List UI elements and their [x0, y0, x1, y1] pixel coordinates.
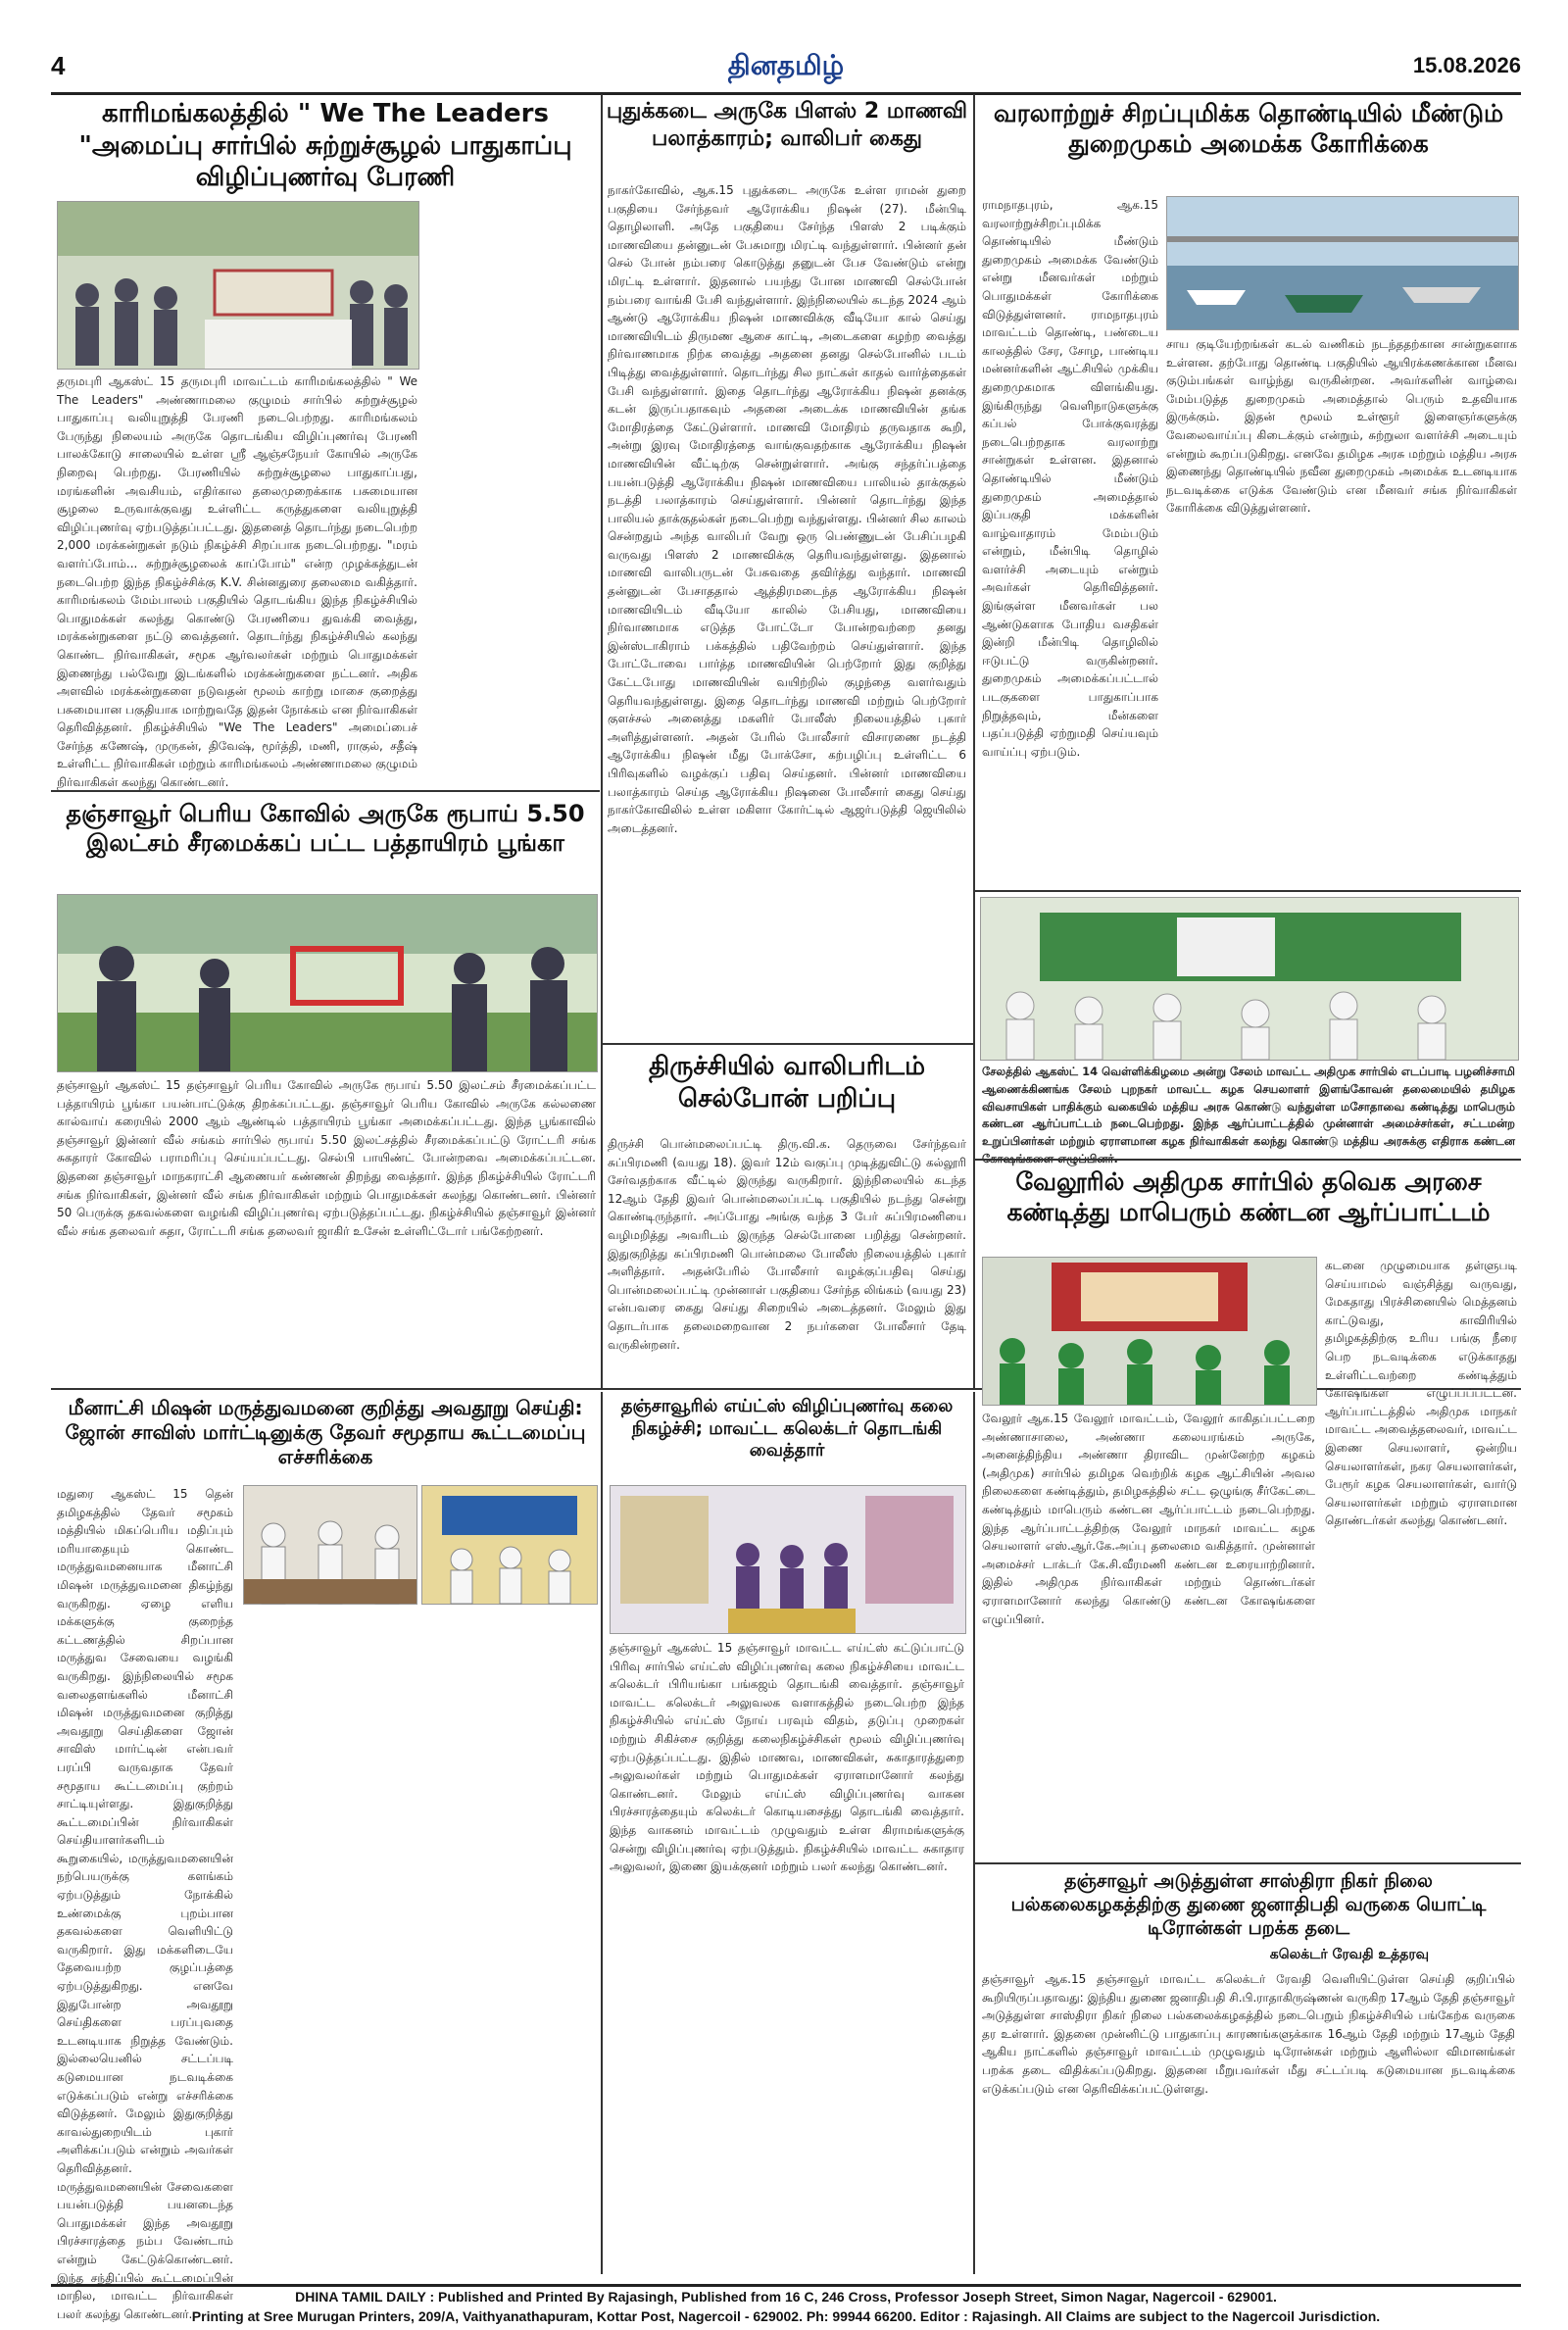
- article-byline-drone-ban: கலெக்டர் ரேவதி உத்தரவு: [1269, 1947, 1429, 1962]
- article-headline-drone-ban: தஞ்சாவூர் அடுத்துள்ள சாஸ்திரா நிகர் நிலை பல்கலைகழகத்திற்கு துணை ஜனாதிபதி வருகை யொட்டி டிரோன்கள் பறக்க தடை: [1010, 1870, 1487, 1939]
- photo-rally: [57, 201, 419, 370]
- article-body-drone-ban: தஞ்சாவூர் ஆக.15 தஞ்சாவூர் மாவட்ட கலெக்டர் ரேவதி வெளியிட்டுள்ள செய்தி குறிப்பில் கூறியிருப்பதாவது: இந்திய துணை ஜனாதிபதி சி.பி.ராதாகிருஷ்ணன் வருகிற 17ஆம் தேதி தஞ்சாவூர் அடுத்துள்ள சாஸ்திரா நிகர் நிலை பல்கலைக்கழகத்தில் நடைபெறும் நிகழ்ச்சியில் பங்கேற்க வருகை தர உள்ளார். இதனை முன்னிட்டு பாதுகாப்பு காரணங்களுக்காக 16ஆம் தேதி மற்றும் 17ஆம் தேதி ஆகிய நாட்களில் தஞ்சாவூர் மாவட்டம் முழுவதும் டிரோன்கள் மற்றும் ஆளில்லா விமானங்கள் பறக்க தடை விதிக்கப்படுகிறது. இதனை மீறுபவர்கள் மீது சட்டப்படி கடுமையான நடவடிக்கை எடுக்கப்படும் என தெரிவிக்கப்பட்டுள்ளது.: [982, 1972, 1515, 2096]
- masthead-logo: தினதமிழ்: [727, 49, 845, 81]
- article-body-port-left: ராமநாதபுரம், ஆக.15 வரலாற்றுச்சிறப்புமிக்க தொண்டியில் மீண்டும் துறைமுகம் அமைக்க வேண்டும் என்று மீனவர்கள் மற்றும் பொதுமக்கள் கோரிக்கை விடுத்துள்ளனர். ராமநாதபுரம் மாவட்டம் தொண்டி, பண்டைய காலத்தில் சேர, சோழ, பாண்டிய மன்னர்களின் ஆட்சியில் முக்கிய துறைமுகமாக விளங்கியது. இங்கிருந்து வெளிநாடுகளுக்கு கப்பல் போக்குவரத்து நடைபெற்றதாக வரலாற்று சான்றுகள் உள்ளன. இதனால் தொண்டியில் மீண்டும் துறைமுகம் அமைத்தால் இப்பகுதி மக்களின் வாழ்வாதாரம் மேம்படும் என்றும், மீன்பிடி தொழில் வளர்ச்சி அடையும் என்றும் அவர்கள் தெரிவித்தனர். இங்குள்ள மீனவர்கள் பல ஆண்டுகளாக போதிய வசதிகள் இன்றி மீன்பிடி தொழிலில் ஈடுபட்டு வருகின்றனர். துறைமுகம் அமைக்கப்பட்டால் படகுகளை பாதுகாப்பாக நிறுத்தவும், மீன்களை பதப்படுத்தி ஏற்றுமதி செய்யவும் வாய்ப்பு ஏற்படும்.: [982, 198, 1158, 759]
- article-body-hospital: மதுரை ஆகஸ்ட் 15 தென் தமிழகத்தில் தேவர் சமூகம் மத்தியில் மிகப்பெரிய மதிப்பும் மரியாதையும் கொண்ட மருத்துவமனையாக மீனாட்சி மிஷன் மருத்துவமனை திகழ்ந்து வருகிறது. ஏழை எளிய மக்களுக்கு குறைந்த கட்டணத்தில் சிறப்பான மருத்துவ சேவையை வழங்கி வருகிறது. இந்நிலையில் சமூக வலைதளங்களில் மீனாட்சி மிஷன் மருத்துவமனை குறித்து அவதூறு செய்திகளை ஜோன் சாவிஸ் மார்ட்டின் என்பவர் பரப்பி வருவதாக தேவர் சமூதாய கூட்டமைப்பு குற்றம் சாட்டியுள்ளது. இதுகுறித்து கூட்டமைப்பின் நிர்வாகிகள் செய்தியாளர்களிடம் கூறுகையில், மருத்துவமனையின் நற்பெயருக்கு களங்கம் ஏற்படுத்தும் நோக்கில் உண்மைக்கு புறம்பான தகவல்களை வெளியிட்டு வருகிறார். இது மக்களிடையே தேவையற்ற குழப்பத்தை ஏற்படுத்துகிறது. எனவே இதுபோன்ற அவதூறு செய்திகளை பரப்புவதை உடனடியாக நிறுத்த வேண்டும். இல்லையெனில் சட்டப்படி கடுமையான நடவடிக்கை எடுக்கப்படும் என்று எச்சரிக்கை விடுத்தனர். மேலும் இதுகுறித்து காவல்துறையிடம் புகார் அளிக்கப்படும் என்றும் அவர்கள் தெரிவித்தனர். மருத்துவமனையின் சேவைகளை பயன்படுத்தி பயனடைந்த பொதுமக்கள் இந்த அவதூறு பிரச்சாரத்தை நம்ப வேண்டாம் என்றும் கேட்டுக்கொண்டனர். இந்த சந்திப்பில் கூட்டமைப்பின் மாநில, மாவட்ட நிர்வாகிகள் பலர் கலந்து கொண்டனர்.: [57, 1487, 233, 2321]
- photo-hospital-banner: [421, 1485, 598, 1605]
- article-body-vellore-right: கடனை முழுமையாக தள்ளுபடி செய்யாமல் வஞ்சித்து வருவது, மேகதாது பிரச்சினையில் மெத்தனம் காட்டுவது, காவிரியில் தமிழகத்திற்கு உரிய பங்கு நீரை பெற நடவடிக்கை எடுக்காதது உள்ளிட்டவற்றை கண்டித்தும் கோஷங்கள் எழுப்பப்பட்டன. ஆர்ப்பாட்டத்தில் அதிமுக மாநகர் மாவட்ட அவைத்தலைவர், மாவட்ட இணை செயலாளர், ஒன்றிய செயலாளர்கள், நகர செயலாளர்கள், பேரூர் கழக செயலாளர்கள், வார்டு செயலாளர்கள் மற்றும் ஏராளமான தொண்டர்கள் கலந்து கொண்டனர்.: [1325, 1259, 1517, 1528]
- article-body-park: தஞ்சாவூர் ஆகஸ்ட் 15 தஞ்சாவூர் பெரிய கோவில் அருகே ரூபாய் 5.50 இலட்சம் சீரமைக்கப்பட்ட பத்தாயிரம் பூங்கா பயன்பாட்டுக்கு திறக்கப்பட்டது. தஞ்சாவூர் பெரிய கோவில் அருகே கல்லணை கால்வாய் கரையில் 2000 ஆம் ஆண்டில் பத்தாயிரம் பூங்கா அமைக்கப்பட்டது. இந்த பூங்காவில் தஞ்சாவூர் இன்னர் வீல் சங்கம் சார்பில் ரூபாய் 5.50 இலட்சத்தில் சீரமைக்கப்பட்டு ரோட்டரி சங்க சுகதாரர் கோவில் பராமரிப்பு செய்யப்பட்டது. செல்பி பாயிண்ட் போன்றவை அமைக்கப்பட்டன. இதனை தஞ்சாவூர் மாநகராட்சி ஆணையர் கண்ணன் திறந்து வைத்தார். இந்த நிகழ்ச்சியில் ரோட்டரி சங்க நிர்வாகிகள், இன்னர் வீல் சங்க நிர்வாகிகள் மற்றும் பொதுமக்கள் கலந்து கொண்டனர். பின்னர் 50 பெருக்கு தகவல்களை வழங்கி விழிப்புணர்வு ஏற்படுத்தப்பட்டது. நிகழ்ச்சியில் தஞ்சாவூர் இன்னர் வீல் சங்க தலைவர் சுதா, ரோட்டரி சங்க தலைவர் ஜாகிர் உசேன் உள்ளிட்டோர் பங்கேற்றனர்.: [57, 1078, 597, 1238]
- page-header: [51, 47, 1521, 95]
- photo-hospital-meeting: [243, 1485, 417, 1605]
- article-body-phone-snatch: திருச்சி பொன்மலைப்பட்டி திரு.வி.க. தெருவை சேர்ந்தவர் சுப்பிரமணி (வயது 18). இவர் 12ம் வகுப்பு முடித்துவிட்டு கல்லூரி சேர்வதற்காக வீட்டில் இருந்து வருகிறார். இந்நிலையில் கடந்த 12ஆம் தேதி இவர் பொன்மலைப்பட்டி பகுதியில் நடந்து சென்று கொண்டிருந்தார். அப்போது அங்கு வந்த 3 பேர் சுப்பிரமணியை வழிமறித்து அவரிடம் இருந்த செல்போனை பறித்து சென்றனர். இதுகுறித்து சுப்பிரமணி பொன்மலை போலீஸ் நிலையத்தில் புகார் அளித்தார். அதன்பேரில் போலீசார் வழக்குப்பதிவு செய்து பொன்மலைப்பட்டி முன்னாள் பகுதியை சேர்ந்த லிங்கம் (வயது 23) என்பவரை கைது செய்து சிறையில் அடைத்தனர். மேலும் இது தொடர்பாக தலைமறைவான 2 நபர்களை போலீசார் தேடி வருகின்றனர்.: [608, 1137, 966, 1352]
- article-headline-arrest: புதுக்கடை அருகே பிளஸ் 2 மாணவி பலாத்காரம்; வாலிபர் கைது: [606, 99, 968, 151]
- photo-protest-salem: [980, 897, 1519, 1061]
- article-body-aids-awareness: தஞ்சாவூர் ஆகஸ்ட் 15 தஞ்சாவூர் மாவட்ட எய்ட்ஸ் கட்டுப்பாட்டு பிரிவு சார்பில் எய்ட்ஸ் விழிப்புணர்வு கலை நிகழ்ச்சியை மாவட்ட கலெக்டர் பிரியங்கா பங்கஜம் தொடங்கி வைத்தார். தஞ்சாவூர் மாவட்ட கலெக்டர் அலுவலக வளாகத்தில் நடைபெற்ற இந்த நிகழ்ச்சியில் எய்ட்ஸ் நோய் பரவும் விதம், தடுப்பு முறைகள் மற்றும் சிகிச்சை குறித்து கலைநிகழ்ச்சிகள் மூலம் விழிப்புணர்வு ஏற்படுத்தப்பட்டது. இதில் மாணவ, மாணவிகள், சுகாதாரத்துறை அலுவலர்கள் மற்றும் பொதுமக்கள் ஏராளமானோர் கலந்து கொண்டனர். மேலும் எய்ட்ஸ் விழிப்புணர்வு வாகன பிரச்சாரத்தையும் கலெக்டர் கொடியசைத்து தொடங்கி வைத்தார். இந்த வாகனம் மாவட்டம் முழுவதும் உள்ள கிராமங்களுக்கு சென்று விழிப்புணர்வு ஏற்படுத்தும். நிகழ்ச்சியில் மாவட்ட சுகாதார அலுவலர், இணை இயக்குனர் மற்றும் பலர் கலந்து கொண்டனர்.: [610, 1641, 964, 1874]
- section-divider: [51, 790, 600, 792]
- section-divider: [973, 1862, 1521, 1864]
- photo-aids-awareness: [610, 1485, 966, 1634]
- issue-date: 15.08.2026: [1412, 53, 1521, 77]
- photo-park: [57, 894, 598, 1072]
- article-body-arrest: நாகர்கோவில், ஆக.15 புதுக்கடை அருகே உள்ள ராமன் துறை பகுதியை சேர்ந்தவர் ஆரோக்கிய நிஷன் (27). மீன்பிடி தொழிலாளி. அதே பகுதியை சேர்ந்த பிளஸ் 2 படிக்கும் மாணவியை தன்னுடன் பேசுமாறு மிரட்டி வந்துள்ளார். பின்னர் தன் செல் போன் நம்பரை கொடுத்து தனுடன் பேச வேண்டும் என்று மிரட்டி உள்ளார். இதனால் பயந்து போன மாணவி செல்போன் நம்பரை வாங்கி பேசி வந்துள்ளார். இந்நிலையில் கடந்த 2024 ஆம் ஆண்டு ஆரோக்கிய நிஷன் மாணவிக்கு வீடியோ கால் செய்து மாணவியிடம் திருமண ஆசை காட்டி, அடைகளை கழற்ற வைத்து நிர்வாணமாக நிற்க வைத்து அதனை தனது செல்போனில் படம் பிடித்து வைத்துள்ளார். தொடர்ந்து சில நாட்கள் காதல் வார்த்தைகள் பேசி வந்துள்ளார். இதை தொடர்ந்து ஆரோக்கிய நிஷன் தனக்கு கடன் இருப்பதாகவும் அதனை அடைக்க மாணவியின் தங்க மோதிரத்தை கேட்டுள்ளார். மாணவி மோதிரம் தருவதாக கூறி, அன்று இரவு மோதிரத்தை வாங்குவதற்காக ஆரோக்கிய நிஷன் மாணவியின் வீட்டிற்கு சென்றுள்ளார். அங்கு சந்தர்ப்பத்தை பயன்படுத்தி ஆரோக்கிய நிஷன் மாணவியை பாலியல் தாக்குதல் நடத்தி பலாத்காரம் செய்துள்ளார். பின்னர் தொடர்ந்து இந்த பாலியல் தாக்குதல்கள் நடைபெற்று வந்துள்ளது. பின்னர் சில காலம் சென்றதும் அந்த வாலிபர் வேறு ஒரு பெண்ணுடன் பேசிப்பழகி வருவது பிளஸ் 2 மாணவிக்கு தெரியவந்துள்ளது. இதனால் மாணவி வாலிபருடன் பேசுவதை தவிர்த்து வந்தார். மாணவி தன்னுடன் பேசாததால் ஆத்திரமடைந்த ஆரோக்கிய நிஷன் மாணவியிடம் வீடியோ காலில் பேசியது, மாணவியை நிர்வாணமாக எடுத்த போட்டோ போன்றவற்றை தனது இன்ஸ்டாகிராம் பக்கத்தில் பதிவேற்றம் செய்துள்ளார். இந்த போட்டோவை பார்த்த மாணவியின் பெற்றோர் இது குறித்து கேட்டபோது மாணவியின் வயிற்றில் குழந்தை வளர்வதும் தெரியவந்துள்ளது. இதை தொடர்ந்து மாணவி மற்றும் பெற்றோர் குளச்சல் அனைத்து மகளிர் போலீஸ் நிலையத்தில் புகார் அளித்துள்ளனர். அதன் பேரில் போலீசார் விசாரணை நடத்தி ஆரோக்கிய நிஷன் மீது போக்சோ, கற்பழிப்பு உள்ளிட்ட 6 பிரிவுகளில் வழக்குப் பதிவு செய்தனர். பின்னர் மாணவியை பலாத்காரம் செய்த ஆரோக்கிய நிஷனை போலீசார் கைது செய்து நாகர்கோவிலில் உள்ள மகிளா கோர்ட்டில் ஆஜர்படுத்தி ஜெயிலில் அடைத்தனர்.: [608, 183, 966, 835]
- page-footer: [51, 2284, 1521, 2327]
- article-headline-phone-snatch: திருச்சியில் வாலிபரிடம் செல்போன் பறிப்பு: [648, 1052, 926, 1114]
- article-headline-vellore: வேலூரில் அதிமுக சார்பில் தவெக அரசை கண்டித்து மாபெரும் கண்டன ஆர்ப்பாட்டம்: [1006, 1167, 1491, 1227]
- article-body-vellore-left: வேலூர் ஆக.15 வேலூர் மாவட்டம், வேலூர் காகிதப்பட்டறை அண்ணாசாலை, அண்ணா கலையரங்கம் அருகே, அனைத்திந்திய அண்ணா திராவிட முன்னேற்ற கழகம் (அதிமுக) சார்பில் தமிழக வெற்றிக் கழக ஆட்சியின் அவல நிலைகளை கண்டித்தும், தமிழகத்தில் சட்ட ஒழுங்கு சீர்கேட்டை கண்டித்தும் மாபெரும் கண்டன ஆர்ப்பாட்டம் நடைபெற்றது. இந்த ஆர்ப்பாட்டத்திற்கு வேலூர் மாநகர் மாவட்ட கழக செயலாளர் எஸ்.ஆர்.கே.அப்பு தலைமை வகித்தார். முன்னாள் அமைச்சர் டாக்டர் கே.சி.வீரமணி கண்டன உரையாற்றினார். இதில் அதிமுக நிர்வாகிகள் மற்றும் தொண்டர்கள் ஏராளமானோர் கலந்து கொண்டு கண்டன கோஷங்களை எழுப்பினர்.: [982, 1412, 1315, 1626]
- article-headline-rally: காரிமங்கலத்தில் " We The Leaders "அமைப்பு சார்பில் சுற்றுச்சூழல் பாதுகாப்பு விழிப்புணர்வு பேரணி: [78, 99, 572, 192]
- article-headline-hospital: மீனாட்சி மிஷன் மருத்துவமனை குறித்து அவதூறு செய்தி: ஜோன் சாவிஸ் மார்ட்டினுக்கு தேவர் சமூதாய கூட்டமைப்பு எச்சரிக்கை: [65, 1396, 586, 1468]
- article-body-rally-col2: [429, 201, 596, 784]
- photo-port: [1166, 196, 1519, 330]
- article-body-port-right: சாய குடியேற்றங்கள் கடல் வணிகம் நடந்ததற்கான சான்றுகளாக உள்ளன. தற்போது தொண்டி பகுதியில் ஆயிரக்கணக்கான மீனவ குடும்பங்கள் வாழ்ந்து வருகின்றன. அவர்களின் வாழ்வை மேம்படுத்த துறைமுகம் அமைத்தால் பெரும் உதவியாக இருக்கும். இதன் மூலம் உள்ளூர் இளைஞர்களுக்கு வேலைவாய்ப்பு கிடைக்கும் என்றும், சுற்றுலா வளர்ச்சி அடையும் என்றும் கூறப்படுகிறது. எனவே தமிழக அரசு மற்றும் மத்திய அரசு இணைந்து தொண்டியில் நவீன துறைமுகம் அமைக்க உடனடியாக நடவடிக்கை எடுக்க வேண்டும் என மீனவர் சங்க நிர்வாகிகள் கோரிக்கை விடுத்துள்ளனர்.: [1166, 337, 1517, 516]
- footer-publisher-line: DHINA TAMIL DAILY : Published and Printed By Rajasingh, Published from 16 C, 246 Cross, Professor Joseph Street, Simon Nagar, Nagercoil - 629001.: [295, 2289, 1277, 2305]
- section-divider: [973, 1159, 1521, 1161]
- page-number: 4: [51, 51, 66, 80]
- column-divider: [973, 1392, 975, 2274]
- column-divider: [601, 1392, 603, 2274]
- footer-printer-line: Printing at Sree Murugan Printers, 209/A, Vaithyanathapuram, Kottar Post, Nagercoil - 629002. Ph: 99944 66200. Editor : Rajasingh. All Claims are subject to the Nagercoil Jurisdiction.: [191, 2308, 1381, 2325]
- column-divider: [601, 94, 603, 1388]
- article-headline-port: வரலாற்றுச் சிறப்புமிக்க தொண்டியில் மீண்டும் துறைமுகம் அமைக்க கோரிக்கை: [993, 99, 1504, 159]
- photo-vellore: [982, 1257, 1317, 1406]
- article-headline-park: தஞ்சாவூர் பெரிய கோவில் அருகே ரூபாய் 5.50 இலட்சம் சீரமைக்கப் பட்ட பத்தாயிரம் பூங்கா: [66, 800, 585, 857]
- column-divider: [973, 94, 975, 1388]
- article-body-hospital-col2: [243, 1610, 596, 2276]
- article-headline-aids-awareness: தஞ்சாவூரில் எய்ட்ஸ் விழிப்புணர்வு கலை நிகழ்ச்சி; மாவட்ட கலெக்டர் தொடங்கி வைத்தார்: [620, 1396, 954, 1461]
- photo-caption-salem: சேலத்தில் ஆகஸ்ட் 14 வெள்ளிக்கிழமை அன்று சேலம் மாவட்ட அதிமுக சார்பில் எடப்பாடி பழனிச்சாமி ஆணைக்கிணங்க சேலம் புறநகர் மாவட்ட கழக செயலாளர் இளங்கோவன் தலைமையில் தமிழக விவசாயிகள் பாதிக்கும் வகையில் மத்திய அரசு கொண்டு வந்துள்ள மசோதாவை கண்டித்து மாபெரும் கண்டன ஆர்ப்பாட்டம் நடைபெற்றது. இந்த ஆர்ப்பாட்டத்தில் முன்னாள் அமைச்சர்கள், சட்டமன்ற உறுப்பினர்கள் மற்றும் ஏராளமான கழக நிர்வாகிகள் கலந்து கொண்டு மத்திய அரசுக்கு எதிராக கண்டன: [982, 1065, 1515, 1149]
- section-divider: [973, 890, 1521, 892]
- article-body-rally: தருமபுரி ஆகஸ்ட் 15 தருமபுரி மாவட்டம் காரிமங்கலத்தில் " We The Leaders" அண்ணாமலை குழுமம் சார்பில் சுற்றுச்சூழல் பாதுகாப்பு வலியுறுத்தி பேரணி நடைபெற்றது. காரிமங்கலம் பேருந்து நிலையம் அருகே தொடங்கிய விழிப்புணர்வு பேரணி பாலக்கோடு சாலையில் உள்ள ஸ்ரீ ஆஞ்சநேயர் கோயில் அருகே நிறைவு பெற்றது. பேரணியில் சுற்றுச்சூழலை பாதுகாப்பது, மரங்களின் அவசியம், எதிர்கால தலைமுறைக்காக பசுமையான சூழலை உருவாக்குவது உள்ளிட்ட கருத்துகளை வலியுறுத்தி விழிப்புணர்வு ஏற்படுத்தப்பட்டது. இதனைத் தொடர்ந்து நடைபெற்ற 2,000 மரக்கன்றுகள் நடும் நிகழ்ச்சி சிறப்பாக நடைபெற்றது. "மரம் வளர்ப்போம்... சுற்றுச்சூழலைக் காப்போம்" என்ற முழக்கத்துடன் நடைபெற்ற இந்த நிகழ்ச்சிக்கு K.V. சின்னதுரை தலைமை வகித்தார். காரிமங்கலம் மேம்பாலம் பகுதியில் தொடங்கிய இந்த நிகழ்ச்சியில் பொதுமக்கள் கலந்து கொண்டு பேரணியை துவக்கி வைத்து, மரக்கன்றுகளை நட்டு வைத்தனர். தொடர்ந்து நிகழ்ச்சியில் கலந்து கொண்ட நிர்வாகிகள், சமூக ஆர்வலர்கள் மற்றும் பொதுமக்கள் இணைந்து பல்வேறு இடங்களில் மரக்கன்றுகளை நட்டனர். அதிக அளவில் மரக்கன்றுகளை நடுவதன் மூலம் காற்று மாசை குறைத்து பசுமையான பகுதியாக மாற்றுவதே இதன் நோக்கம் என நிர்வாகிகள் தெரிவித்தனர். நிகழ்ச்சியில் "We The Leaders" அமைப்பைச் சேர்ந்த கணேஷ், முருகன், திவேஷ், மூர்த்தி, மணி, ராகுல், சதீஷ் உள்ளிட்ட நிர்வாகிகள் மற்றும் காரிமங்கலம் அண்ணாமலை குழுமம் நிர்வாகிகள் கலந்து கொண்டனர்.: [57, 374, 417, 790]
- section-divider: [601, 1043, 973, 1045]
